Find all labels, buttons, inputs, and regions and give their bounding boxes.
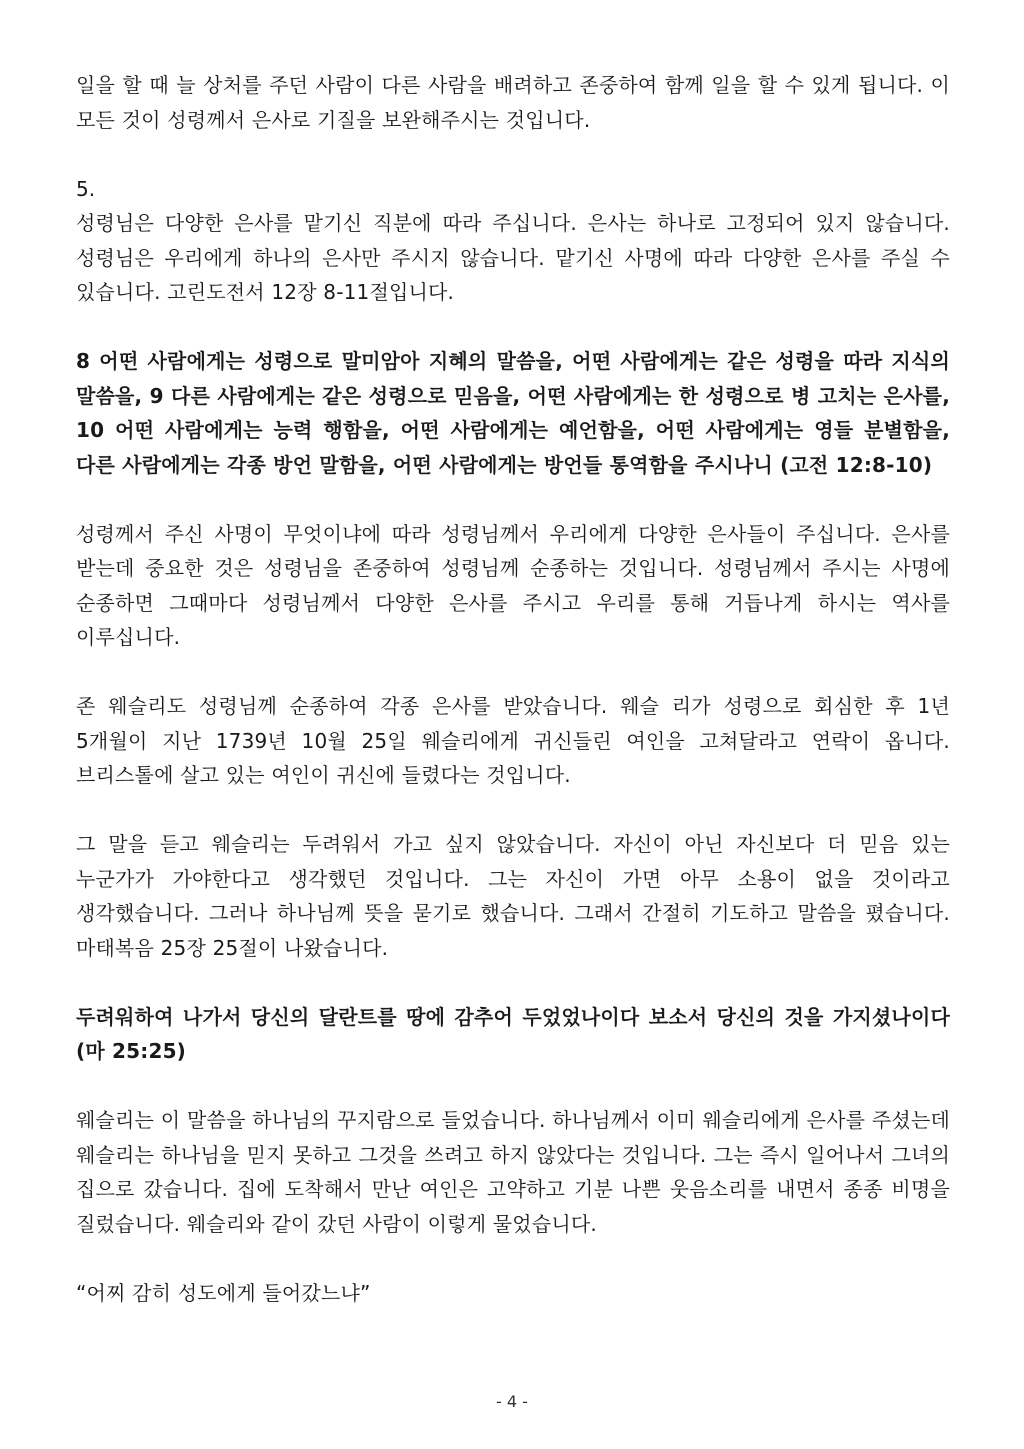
- paragraph: 성령님은 다양한 은사를 맡기신 직분에 따라 주십니다. 은사는 하나로 고정되어 있지 않습니다. 성령님은 우리에게 하나의 은사만 주시지 않습니다. 맡기신 사명에 따라 다양한 은사를 주실 수 있습니다. 고린도전서 12장 8-11절입니다.: [76, 211, 950, 304]
- document-page: [76, 68, 950, 1310]
- paragraph: 성령께서 주신 사명이 무엇이냐에 따라 성령님께서 우리에게 다양한 은사들이 주십니다. 은사를 받는데 중요한 것은 성령님을 존중하여 성령님께 순종하는 것입니다. 성령님께서 주시는 사명에 순종하면 그때마다 성령님께서 다양한 은사를 주시고 우리를 통해 거듭나게 하시는 역사를 이루십니다.: [76, 521, 950, 649]
- scripture-quote: 두려워하여 나가서 당신의 달란트를 땅에 감추어 두었었나이다 보소서 당신의 것을 가지셨나이다 (마 25:25): [76, 1004, 950, 1063]
- section-number: 5.: [76, 176, 96, 201]
- scripture-quote: 8 어떤 사람에게는 성령으로 말미암아 지혜의 말씀을, 어떤 사람에게는 같은 성령을 따라 지식의 말씀을, 9 다른 사람에게는 같은 성령으로 믿음을, 어떤 사람에게는 한 성령으로 병 고치는 은사를, 10 어떤 사람에게는 능력 행함을, 어떤 사람에게는 예언함을, 어떤 사람에게는 영들 분별함을, 다른 사람에게는 각종 방언 말함을, 어떤 사람에게는 방언들 통역함을 주시나니 (고전 12:8-10): [76, 349, 950, 477]
- quoted-speech: “어찌 감히 성도에게 들어갔느냐”: [76, 1280, 371, 1305]
- paragraph: 그 말을 듣고 웨슬리는 두려워서 가고 싶지 않았습니다. 자신이 아닌 자신보다 더 믿음 있는 누군가가 가야한다고 생각했던 것입니다. 그는 자신이 가면 아무 소용이 없을 것이라고 생각했습니다. 그러나 하나님께 뜻을 묻기로 했습니다. 그래서 간절히 기도하고 말씀을 폈습니다. 마태복음 25장 25절이 나왔습니다.: [76, 832, 950, 960]
- paragraph: 일을 할 때 늘 상처를 주던 사람이 다른 사람을 배려하고 존중하여 함께 일을 할 수 있게 됩니다. 이 모든 것이 성령께서 은사로 기질을 보완해주시는 것입니다.: [76, 73, 950, 132]
- paragraph: 존 웨슬리도 성령님께 순종하여 각종 은사를 받았습니다. 웨슬 리가 성령으로 회심한 후 1년 5개월이 지난 1739년 10월 25일 웨슬리에게 귀신들린 여인을 고쳐달라고 연락이 옵니다. 브리스톨에 살고 있는 여인이 귀신에 들렸다는 것입니다.: [76, 694, 950, 787]
- paragraph: 웨슬리는 이 말씀을 하나님의 꾸지람으로 들었습니다. 하나님께서 이미 웨슬리에게 은사를 주셨는데 웨슬리는 하나님을 믿지 못하고 그것을 쓰려고 하지 않았다는 것입니다. 그는 즉시 일어나서 그녀의 집으로 갔습니다. 집에 도착해서 만난 여인은 고약하고 기분 나쁜 웃음소리를 내면서 종종 비명을 질렀습니다. 웨슬리와 같이 갔던 사람이 이렇게 물었습니다.: [76, 1108, 950, 1236]
- page-number: - 4 -: [496, 1392, 528, 1411]
